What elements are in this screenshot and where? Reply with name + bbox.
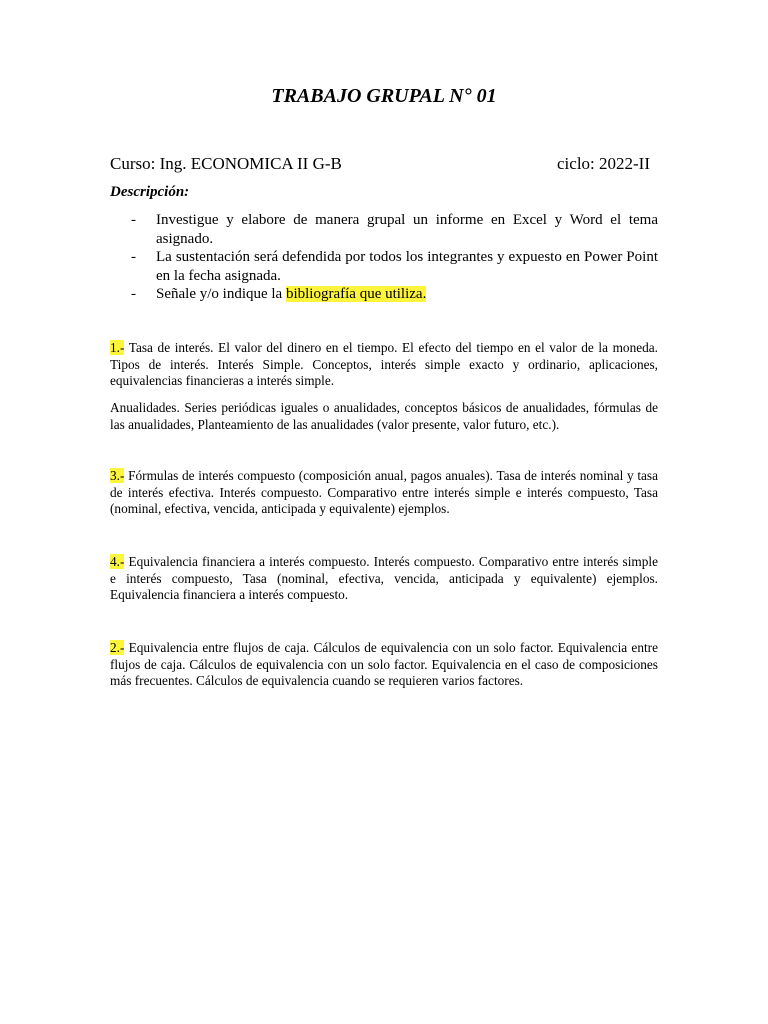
- topic-paragraph: [110, 640, 658, 690]
- topic-paragraph: [110, 400, 658, 433]
- bullet-text: Investigue y elabore de manera grupal un informe en Excel y Word el tema asignado.: [156, 212, 658, 247]
- list-item: [110, 248, 658, 285]
- bullet-text: Señale y/o indique la: [156, 286, 286, 302]
- topic-number: 2.-: [110, 640, 125, 655]
- course-cycle: ciclo: 2022-II: [557, 154, 650, 173]
- list-item: [110, 211, 658, 248]
- bullet-text: La sustentación será defendida por todos los integrantes y expuesto en Power Point en la fecha asignada.: [156, 249, 658, 284]
- bullet-dash: -: [131, 249, 136, 265]
- topic-paragraph: [110, 554, 658, 604]
- topic-paragraph: [110, 340, 658, 390]
- topic-number: 1.-: [110, 340, 125, 355]
- description-label: Descripción:: [110, 184, 190, 200]
- bullet-dash: -: [131, 286, 136, 302]
- topic-text: Tasa de interés. El valor del dinero en el tiempo. El efecto del tiempo en el valor de la moneda. Tipos de interés. Interés Simple. Conceptos, interés simple exacto y ordinario, aplicaciones, equivalencias financieras a interés simple.: [110, 340, 658, 388]
- bullet-dash: -: [131, 212, 136, 228]
- topic-text: Anualidades. Series periódicas iguales o anualidades, conceptos básicos de anualidades, fórmulas de las anualidades, Planteamiento de las anualidades (valor presente, valor futuro, etc.).: [110, 400, 658, 432]
- topic-text: Equivalencia financiera a interés compuesto. Interés compuesto. Comparativo entre interés simple e interés compuesto, Tasa (nominal, efectiva, vencida, anticipada y equivalente) ejemplos. Equivalencia financiera a interés compuesto.: [110, 554, 658, 602]
- list-item: [110, 285, 658, 304]
- topic-number: 4.-: [110, 554, 125, 569]
- description-list: [110, 211, 658, 304]
- topic-text: Equivalencia entre flujos de caja. Cálculos de equivalencia con un solo factor. Equivalencia entre flujos de caja. Cálculos de equivalencia con un solo factor. Equivalencia en el caso de composiciones más frecuentes. Cálculos de equivalencia cuando se requieren varios factores.: [110, 640, 658, 688]
- topic-text: Fórmulas de interés compuesto (composición anual, pagos anuales). Tasa de interés nominal y tasa de interés efectiva. Interés compuesto. Comparativo entre interés simple e interés compuesto, Tasa (nominal, efectiva, vencida, anticipada y equivalente) ejemplos.: [110, 468, 658, 516]
- course-row: [110, 154, 658, 174]
- course-name: Curso: Ing. ECONOMICA II G-B: [110, 154, 342, 173]
- topic-paragraph: [110, 468, 658, 518]
- topic-number: 3.-: [110, 468, 125, 483]
- document-title: TRABAJO GRUPAL N° 01: [271, 85, 497, 107]
- highlighted-bibliography-text: bibliografía que utiliza.: [285, 286, 427, 302]
